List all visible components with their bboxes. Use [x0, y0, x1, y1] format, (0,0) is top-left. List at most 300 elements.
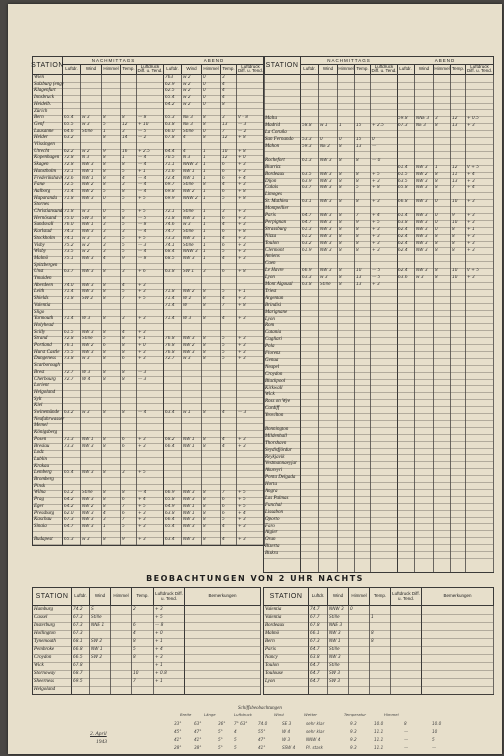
header-station: STATION — [264, 588, 309, 605]
ship-row — [174, 736, 464, 744]
table-cell: 71.8 — [64, 296, 74, 302]
table-cell: 7 — [122, 517, 125, 523]
table-cell: NW 3 — [416, 226, 428, 232]
table-cell: 13 — [356, 144, 362, 149]
table-cell — [452, 144, 465, 151]
table-cell: SW 2 — [91, 655, 103, 660]
table-row — [33, 686, 260, 695]
table-cell — [398, 524, 414, 531]
table-cell — [467, 420, 493, 427]
table-cell — [222, 423, 236, 430]
table-cell: NW 3 — [320, 171, 332, 177]
table-cell — [435, 365, 450, 372]
station-name: Hurst Castle — [34, 349, 60, 355]
table-cell — [398, 330, 414, 337]
table-cell — [302, 496, 318, 503]
table-cell — [435, 392, 450, 399]
table-cell — [467, 379, 493, 386]
table-cell: NW 2 — [183, 343, 195, 348]
table-cell — [339, 517, 354, 524]
header-col-himmel: Himmel — [434, 64, 451, 74]
station-name: Bonnington — [265, 426, 289, 432]
table-cell — [356, 165, 370, 172]
table-cell — [398, 144, 414, 151]
table-cell: 6 — [122, 497, 125, 503]
station-name: Triest — [265, 288, 277, 294]
table-cell — [238, 202, 264, 209]
table-cell: + 3 — [372, 199, 380, 205]
table-cell — [302, 420, 318, 427]
table-cell: 7 — [133, 679, 136, 684]
table-cell — [372, 89, 397, 96]
table-cell: 71.4 — [165, 316, 175, 322]
table-cell — [452, 137, 465, 144]
table-cell — [356, 482, 370, 489]
table-cell: 71.4 — [165, 302, 175, 308]
table-cell — [398, 282, 414, 289]
station-name: Hanstholm — [34, 168, 56, 174]
table-cell — [356, 261, 370, 268]
table-cell: 63.5 — [398, 178, 408, 184]
table-cell: 5 — [222, 356, 225, 362]
table-cell: 7 — [452, 185, 455, 191]
ship-cell: 45° — [174, 729, 182, 734]
ship-cell: 47° — [194, 729, 202, 734]
table-cell — [122, 109, 136, 116]
table-cell — [320, 192, 337, 199]
table-cell: 1 — [203, 215, 206, 221]
table-cell — [398, 372, 414, 379]
table-cell — [64, 202, 80, 209]
table-cell — [183, 484, 201, 491]
ship-cell: 9.3 — [350, 721, 357, 726]
table-cell — [165, 457, 181, 464]
table-cell: NW 3 — [416, 178, 428, 184]
table-cell: 76.8 — [165, 336, 175, 342]
ship-cell: 74.0 — [258, 721, 268, 726]
table-cell — [467, 392, 493, 399]
table-cell: 65.4 — [165, 523, 175, 529]
table-cell — [392, 606, 421, 614]
table-cell — [320, 530, 337, 537]
table-cell — [64, 95, 80, 102]
station-name: Le Havre — [265, 268, 284, 274]
table-cell — [183, 377, 201, 384]
table-cell — [356, 89, 370, 96]
ship-cell: SSW 4 — [282, 745, 296, 750]
table-cell: SW 3 — [329, 679, 341, 684]
table-cell — [203, 531, 220, 538]
table-cell — [64, 383, 80, 390]
table-cell — [64, 82, 80, 89]
table-cell: 10 — [222, 148, 228, 154]
table-cell — [452, 82, 465, 89]
table-cell: 8 — [103, 269, 106, 275]
table-cell: 10 — [452, 275, 458, 281]
station-name: Limoges — [265, 192, 282, 198]
ship-cell: 55° — [258, 729, 266, 734]
station-name: Eger — [34, 503, 44, 509]
table-cell — [467, 372, 493, 379]
table-cell: 8 — [122, 336, 125, 342]
table-header — [264, 57, 493, 75]
table-cell — [372, 206, 397, 213]
station-name: Rochefort — [265, 157, 285, 163]
table-cell — [416, 441, 433, 448]
table-cell: 8 — [339, 282, 342, 287]
station-name: Angra — [265, 489, 278, 494]
table-cell: 8 — [356, 240, 359, 246]
table-cell — [186, 630, 260, 638]
header-col-bemerkungen: Bemerkungen — [208, 593, 237, 599]
table-cell: 64.6 — [64, 128, 74, 134]
table-cell: 61.9 — [302, 247, 312, 253]
table-cell — [64, 390, 80, 397]
header-col-temp: Temp. — [221, 64, 237, 74]
table-cell: + 3 — [467, 247, 475, 253]
table-cell — [320, 303, 337, 310]
table-cell — [416, 261, 433, 268]
table-cell: 71.8 — [165, 289, 175, 295]
table-cell — [222, 142, 236, 149]
ship-cell: 5 — [234, 745, 237, 750]
table-cell — [356, 372, 370, 379]
table-cell: NW 2 — [82, 343, 94, 348]
station-name: Faro — [265, 523, 275, 529]
table-cell: + 3 — [467, 199, 475, 205]
table-cell: 74.2 — [73, 607, 83, 612]
header-col-wind: Wind — [81, 64, 102, 74]
table-cell — [165, 430, 181, 437]
table-cell — [350, 654, 369, 662]
table-cell: 63.8 — [165, 510, 175, 516]
table-cell — [467, 358, 493, 365]
table-cell: w 2 — [82, 242, 90, 248]
table-cell — [435, 386, 450, 393]
station-name: Insterburg — [34, 623, 55, 628]
table-cell: NW 3 — [183, 215, 195, 221]
table-cell — [356, 475, 370, 482]
table-cell: NW 1 — [183, 436, 195, 442]
table-cell: 8 — [203, 356, 206, 362]
ship-col-header: Wetter — [304, 712, 317, 717]
table-cell — [122, 403, 136, 410]
ship-col-header: Breite — [180, 712, 192, 717]
table-cell: NW 3 — [320, 157, 332, 163]
table-cell — [467, 96, 493, 103]
station-name: Perpignan — [265, 219, 287, 225]
table-cell — [452, 310, 465, 317]
table-cell — [398, 158, 414, 165]
station-name: Dijon — [265, 178, 277, 184]
station-name: Nizza — [265, 233, 277, 239]
table-cell — [356, 192, 370, 199]
table-cell: 72.4 — [165, 175, 175, 181]
table-cell — [73, 686, 89, 694]
table-cell: 76.1 — [64, 343, 74, 348]
table-cell — [138, 403, 163, 410]
table-cell — [222, 323, 236, 330]
table-cell: NW 3 — [183, 490, 195, 496]
table-cell: 7 — [222, 302, 225, 308]
table-cell — [416, 372, 433, 379]
table-cell: + 5 — [372, 219, 380, 225]
table-cell — [165, 142, 181, 149]
ship-cell: 7° 63° — [234, 721, 248, 726]
table-cell: 72.8 — [64, 162, 74, 168]
table-cell — [64, 310, 80, 317]
header-col-himmel: Himmel — [202, 64, 221, 74]
table-cell — [64, 142, 80, 149]
table-cell: 72.5 — [64, 182, 74, 188]
station-name: Swinemünde — [34, 410, 60, 415]
table-cell — [416, 448, 433, 455]
table-cell — [467, 537, 493, 544]
table-cell: + 3 — [467, 240, 475, 246]
table-cell — [103, 423, 120, 430]
table-cell — [398, 551, 414, 558]
table-cell — [138, 363, 163, 370]
table-cell — [82, 135, 101, 142]
table-cell: 5 — [122, 249, 125, 255]
table-cell — [467, 427, 493, 434]
table-cell: 66.5 — [73, 655, 83, 660]
table-cell — [350, 686, 369, 694]
table-cell: Stille — [183, 229, 194, 235]
table-cell: 5 — [122, 289, 125, 295]
table-cell: 1 — [203, 229, 206, 235]
table-cell — [238, 430, 264, 437]
table-cell: + 3 — [372, 247, 380, 253]
table-cell: 67.8 — [310, 623, 320, 628]
station-name: Heidelb. — [34, 101, 52, 107]
table-cell — [398, 103, 414, 110]
table-cell — [356, 96, 370, 103]
table-cell — [452, 206, 465, 213]
table-cell — [238, 397, 264, 404]
table-cell: 4 — [222, 436, 225, 442]
table-cell: W — [183, 302, 188, 308]
table-cell: 1 — [103, 128, 106, 134]
table-cell — [222, 531, 236, 538]
table-cell: 5 — [103, 188, 106, 194]
table-cell — [398, 434, 414, 441]
table-cell: + 3 — [372, 282, 380, 287]
table-cell — [302, 448, 318, 455]
table-cell — [302, 468, 318, 475]
table-cell — [339, 461, 354, 468]
night-table-left — [32, 587, 261, 695]
table-cell — [423, 638, 493, 646]
table-cell — [186, 654, 260, 662]
table-cell: 64.2 — [64, 503, 74, 509]
table-cell — [452, 496, 465, 503]
table-cell: + 0 — [238, 155, 246, 161]
table-cell — [122, 202, 136, 209]
table-cell: 66.4 — [165, 443, 175, 449]
table-cell — [165, 283, 181, 290]
table-cell: + 8 — [238, 148, 246, 154]
table-cell: 67.7 — [310, 615, 320, 620]
table-cell — [392, 630, 421, 638]
table-cell: 8 — [103, 162, 106, 168]
table-cell — [320, 448, 337, 455]
table-cell — [91, 686, 110, 694]
table-cell — [416, 282, 433, 289]
table-cell — [91, 670, 110, 678]
table-cell — [222, 276, 236, 283]
table-cell — [339, 475, 354, 482]
table-cell — [372, 406, 397, 413]
table-cell — [320, 503, 337, 510]
table-cell: — 4 — [138, 182, 147, 188]
table-cell: + 1 — [238, 289, 246, 295]
table-cell — [138, 95, 163, 102]
table-cell — [103, 323, 120, 330]
station-name: Croydon — [265, 371, 283, 377]
table-cell: 66.4 — [165, 517, 175, 523]
table-cell — [302, 351, 318, 358]
table-cell — [416, 130, 433, 137]
station-name: Horta — [265, 482, 277, 488]
table-cell: 67.3 — [73, 623, 83, 628]
date-line-1: 2. April — [90, 731, 107, 737]
table-cell: 8 — [122, 343, 125, 348]
table-cell — [398, 344, 414, 351]
table-cell — [320, 103, 337, 110]
table-cell — [356, 537, 370, 544]
table-cell: 8 — [203, 343, 206, 348]
table-cell: 0 — [103, 209, 106, 214]
table-cell — [82, 303, 101, 310]
table-cell — [423, 646, 493, 654]
table-cell — [203, 430, 220, 437]
table-cell: + 3 — [238, 296, 246, 302]
table-cell — [82, 383, 101, 390]
table-cell — [416, 510, 433, 517]
table-cell — [103, 417, 120, 424]
table-cell — [416, 468, 433, 475]
table-cell: 6 — [122, 356, 125, 362]
table-cell: 63.7 — [302, 185, 312, 191]
table-cell — [416, 461, 433, 468]
table-cell — [371, 670, 390, 678]
table-cell — [339, 310, 354, 317]
table-cell — [452, 510, 465, 517]
station-name: Wick — [34, 663, 44, 668]
header-col-luftdruck-diff: Luftdruck Diff. u. Tend. — [137, 63, 163, 73]
station-name — [34, 531, 61, 538]
table-cell — [64, 397, 80, 404]
table-cell: — 4 — [138, 188, 147, 194]
table-cell — [467, 399, 493, 406]
table-cell: W 3 — [82, 316, 91, 322]
table-cell: + 8 — [238, 135, 246, 141]
header-station: STATION — [33, 588, 72, 605]
table-cell — [467, 75, 493, 82]
table-cell — [452, 489, 465, 496]
table-cell: 1 — [371, 615, 374, 620]
station-name: Lyon — [265, 679, 275, 684]
table-cell — [416, 82, 433, 89]
table-cell: NW 3 — [320, 226, 332, 232]
table-cell: 6 — [222, 503, 225, 509]
table-cell: + 2.5 — [372, 123, 384, 129]
table-cell — [122, 82, 136, 89]
table-cell: 65.3 — [64, 537, 74, 543]
table-cell — [165, 323, 181, 330]
table-cell — [467, 82, 493, 89]
table-cell — [372, 399, 397, 406]
table-cell — [467, 455, 493, 462]
table-cell — [320, 116, 337, 123]
table-cell — [64, 276, 80, 283]
table-cell: w 2 — [183, 81, 191, 87]
table-cell — [222, 477, 236, 484]
table-cell: 9 — [452, 213, 455, 218]
table-cell — [82, 403, 101, 410]
table-cell: 3 — [103, 517, 106, 523]
table-cell — [398, 192, 414, 199]
ship-cell: 5° — [218, 737, 223, 742]
table-cell: 1 — [203, 175, 206, 181]
table-cell: 3 — [435, 116, 438, 122]
table-cell — [122, 477, 136, 484]
station-name: Lissabon — [265, 509, 284, 515]
table-cell: 3 — [103, 249, 106, 255]
table-cell — [372, 96, 397, 103]
table-cell — [372, 192, 397, 199]
table-cell: 8 — [103, 329, 106, 335]
table-cell — [165, 531, 181, 538]
table-cell — [423, 686, 493, 694]
table-cell — [452, 379, 465, 386]
table-cell — [416, 337, 433, 344]
table-cell — [372, 496, 397, 503]
table-cell — [467, 496, 493, 503]
table-cell: 58.8 — [302, 123, 312, 129]
table-cell: 8 — [122, 376, 125, 382]
table-cell: NNE 1 — [91, 623, 105, 628]
table-cell: 16 — [122, 148, 128, 154]
table-cell — [103, 276, 120, 283]
table-cell: 4 — [183, 135, 186, 141]
table-cell: + 3 — [238, 356, 246, 362]
station-name: Florenz — [265, 351, 281, 356]
table-cell: 13 — [356, 282, 362, 287]
table-cell — [339, 303, 354, 310]
table-cell — [356, 544, 370, 551]
table-cell — [398, 455, 414, 462]
table-cell — [452, 441, 465, 448]
ship-cell: 9.3 — [350, 745, 357, 750]
table-cell: 8 — [203, 115, 206, 121]
table-cell — [372, 468, 397, 475]
table-cell: + 5 — [138, 470, 146, 476]
table-cell: 5 — [222, 249, 225, 255]
table-cell — [138, 303, 163, 310]
table-cell — [320, 254, 337, 261]
table-cell: + 3 — [238, 443, 246, 449]
station-name: Spitzbergen — [34, 262, 58, 268]
station-name: Bromberg — [34, 477, 54, 482]
table-cell — [320, 372, 337, 379]
table-cell: NW 3 — [320, 233, 332, 239]
table-cell — [302, 261, 318, 268]
table-cell — [122, 397, 136, 404]
table-cell — [356, 75, 370, 82]
table-cell — [452, 89, 465, 96]
